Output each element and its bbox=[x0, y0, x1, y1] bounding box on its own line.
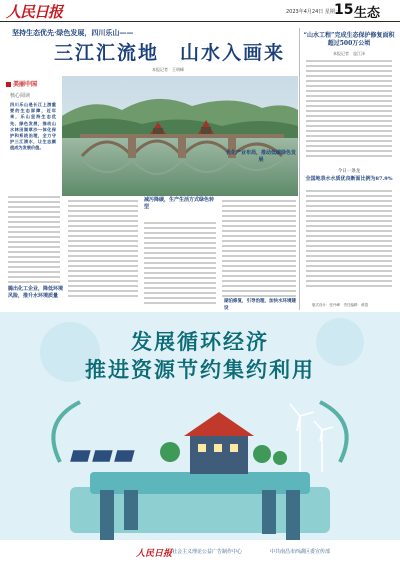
body-column-3 bbox=[144, 222, 216, 307]
side-title-2: 全国地表水水质优良断面比例为87.9% bbox=[305, 176, 393, 182]
side-body-2 bbox=[306, 190, 392, 290]
side-kicker-2: 今日一条龙 bbox=[337, 169, 361, 174]
masthead bbox=[0, 0, 400, 22]
subhead-b: 湖泊修复，引导治理，加快水环境建设 bbox=[224, 299, 296, 311]
ad-slogan-line-1: 发展循环经济 bbox=[131, 330, 269, 354]
body-column-4 bbox=[222, 200, 296, 300]
lead-headline: 三江汇流地 山水入画来 bbox=[54, 42, 286, 64]
body-column-2 bbox=[68, 200, 138, 300]
column-divider bbox=[299, 28, 300, 310]
ad-slogan-line-2: 推进资源节约集约利用 bbox=[85, 358, 315, 382]
body-column-1 bbox=[8, 196, 60, 286]
lead-photo bbox=[62, 76, 298, 196]
ad-producer: 社会主义理论公益广告制作中心 bbox=[172, 549, 243, 555]
ad-newspaper-logo: 人民日报 bbox=[136, 549, 173, 559]
ad-sponsor: 中共南昌市西湖区委宣传部 bbox=[270, 549, 331, 555]
feature-sub-label: 核心阅读 bbox=[10, 93, 31, 99]
side-body-1 bbox=[306, 60, 392, 160]
section-name: 生态 bbox=[354, 6, 381, 21]
bridge-landscape-image bbox=[62, 76, 298, 196]
newspaper-logo: 人民日报 bbox=[6, 3, 63, 21]
side-byline-1: 本报记者 寇江泽 bbox=[333, 51, 365, 56]
feature-quote: 四川乐山是长江上游重要的生态屏障，近年来，乐山坚持生态优先、绿色发展，推动山水林田湖草沙一体化保护和系统治理，全力守护三江清水，让生态颜值成为发展价值。 bbox=[10, 102, 56, 151]
side-title-1: “山水工程”完成生态保护修复面积超过500万公顷 bbox=[303, 32, 395, 47]
page-number: 15 bbox=[334, 2, 354, 18]
feature-label-text: 美丽中国 bbox=[13, 81, 38, 88]
lead-byline: 本报记者 王明峰 bbox=[152, 67, 184, 72]
public-service-ad bbox=[0, 312, 400, 565]
subhead-a: 腾出化工企业，降低环境风险，推升水环境质量 bbox=[8, 286, 64, 299]
feature-label bbox=[6, 79, 37, 89]
lead-kicker: 坚持生态优先·绿色发展，四川乐山—— bbox=[12, 28, 134, 37]
subhead-c: 减污降碳，生产生活方式绿色转型 bbox=[144, 197, 215, 210]
square-icon bbox=[6, 82, 11, 87]
issue-date: 2023年4月24日 星期一 bbox=[286, 9, 340, 15]
side-credit: 版式设计：张丹峰 责任编辑：黄超 bbox=[312, 303, 368, 307]
subhead-d: 优化产业布局，推动低碳绿色发展 bbox=[226, 150, 297, 163]
